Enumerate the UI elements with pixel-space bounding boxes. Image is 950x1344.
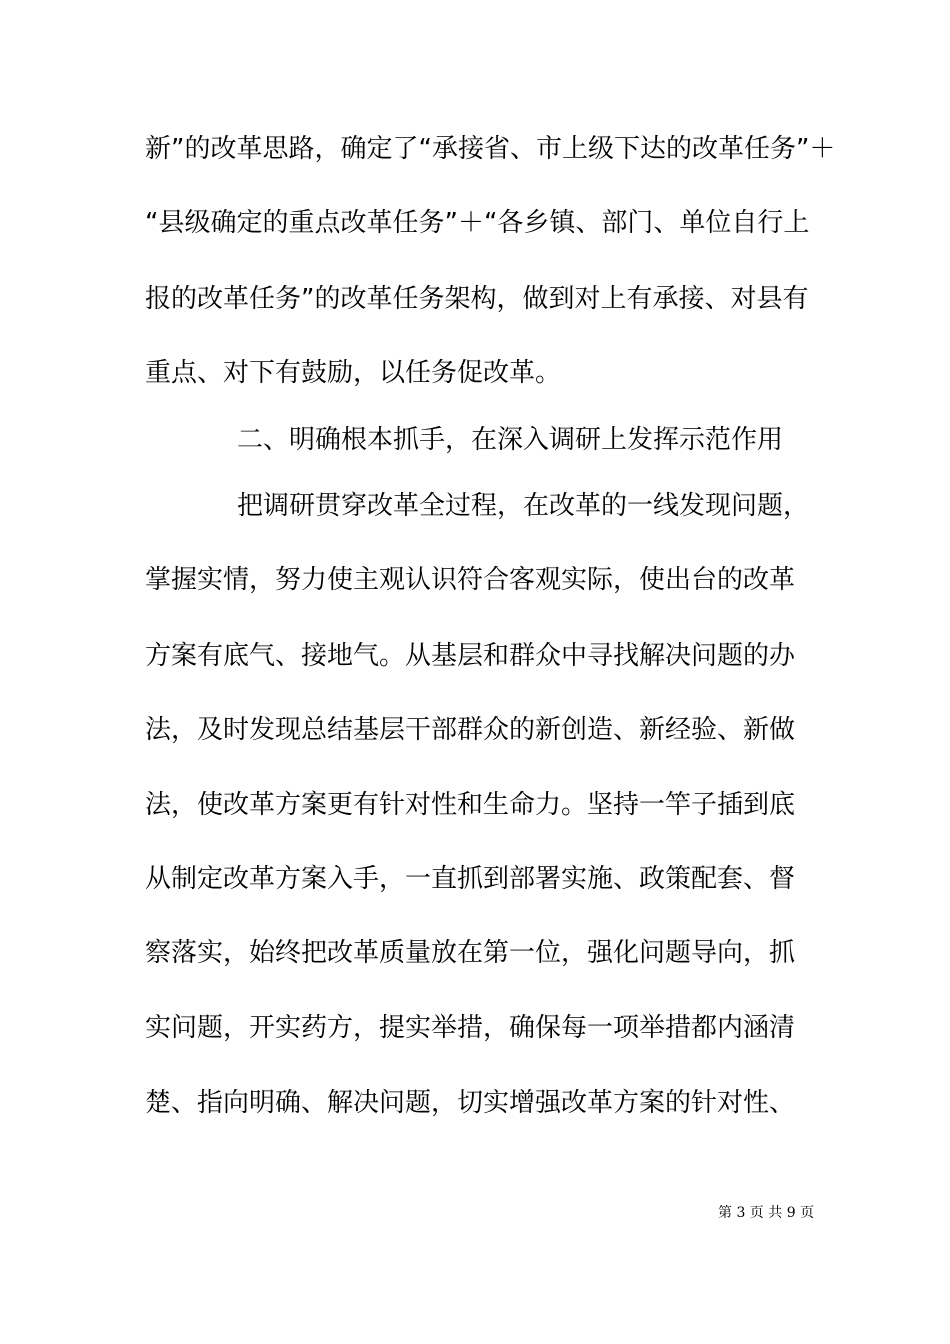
- body-line: 楚、指向明确、解决问题，切实增强改革方案的针对性、: [145, 1088, 796, 1118]
- body-line: 报的改革任务”的改革任务架构，做到对上有承接、对县有: [145, 284, 809, 314]
- body-line: 实问题，开实药方，提实举措，确保每一项举措都内涵清: [145, 1013, 796, 1043]
- body-line: “县级确定的重点改革任务”＋“各乡镇、部门、单位自行上: [145, 208, 810, 238]
- body-line: 掌握实情，努力使主观认识符合客观实际，使出台的改革: [145, 565, 796, 595]
- page-number: 第 3 页 共 9 页: [718, 1205, 815, 1221]
- body-line: 法，及时发现总结基层干部群众的新创造、新经验、新做: [145, 715, 796, 745]
- body-line: 重点、对下有鼓励，以任务促改革。: [145, 358, 562, 388]
- body-line: 法，使改革方案更有针对性和生命力。坚持一竿子插到底: [145, 790, 796, 820]
- body-line: 把调研贯穿改革全过程，在改革的一线发现问题，: [237, 491, 810, 521]
- section-heading: 二、明确根本抓手，在深入调研上发挥示范作用: [237, 425, 784, 455]
- body-line: 方案有底气、接地气。从基层和群众中寻找解决问题的办: [145, 641, 796, 671]
- body-line: 察落实，始终把改革质量放在第一位，强化问题导向，抓: [145, 938, 796, 968]
- body-line: 从制定改革方案入手，一直抓到部署实施、政策配套、督: [145, 864, 796, 894]
- body-line: 新”的改革思路，确定了“承接省、市上级下达的改革任务”＋: [145, 134, 836, 164]
